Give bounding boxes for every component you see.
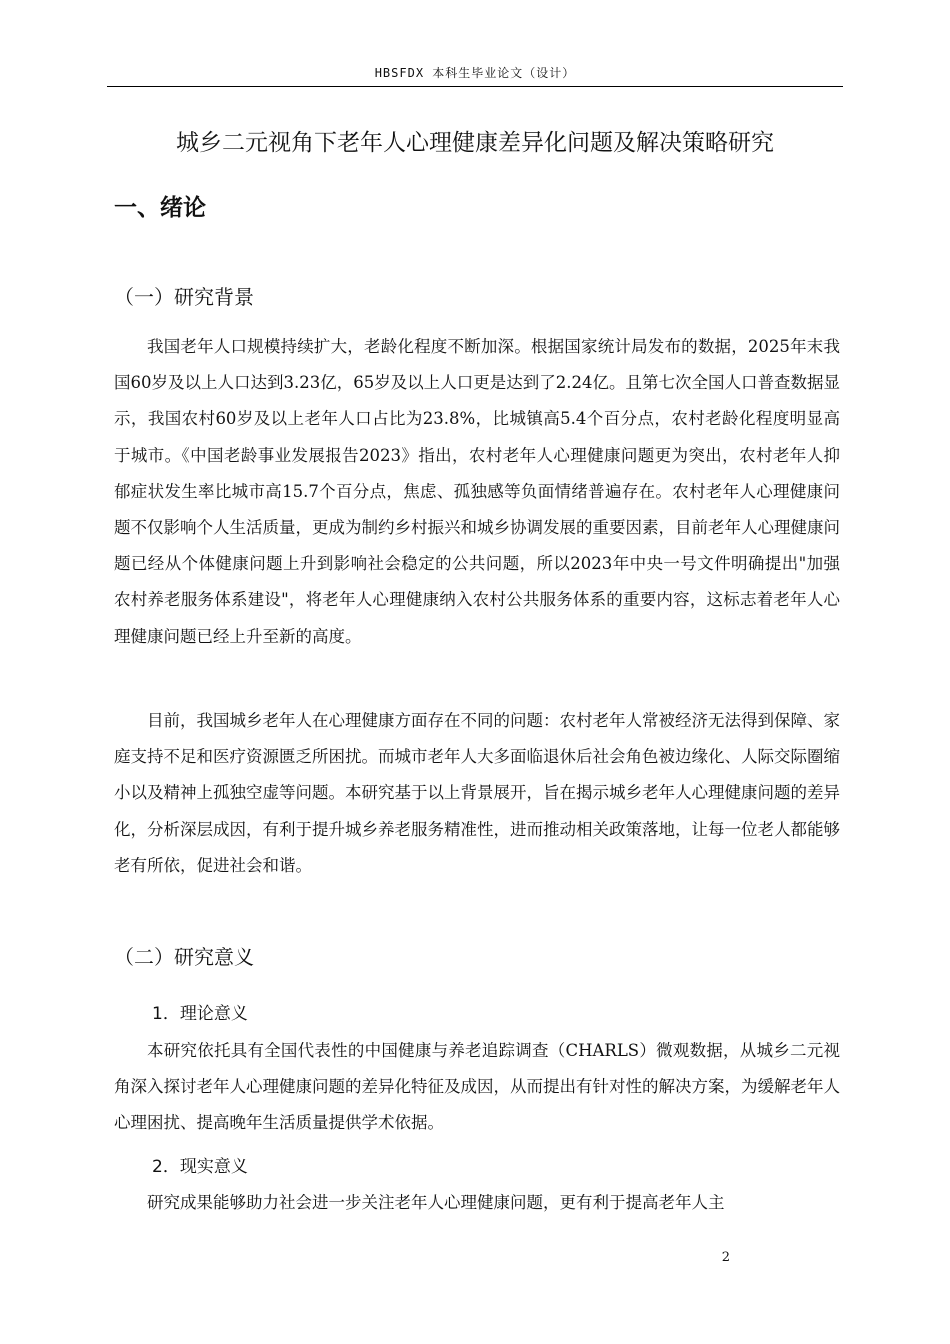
- header-divider: [107, 86, 843, 87]
- page-header: HBSFDX 本科生毕业论文（设计）: [374, 66, 576, 80]
- document-title: 城乡二元视角下老年人心理健康差异化问题及解决策略研究: [176, 130, 774, 156]
- paragraph-theory: 本研究依托具有全国代表性的中国健康与养老追踪调查（CHARLS）微观数据，从城乡二元视角深入探讨老年人心理健康问题的差异化特征及成因，从而提出有针对性的解决方案，为缓解老年人心理困扰、提高晚年生活质量提供学术依据。: [114, 1041, 840, 1133]
- page-number: 2: [721, 1250, 730, 1265]
- section-heading-background: （一）研究背景: [114, 285, 254, 309]
- paragraph-practice: 研究成果能够助力社会进一步关注老年人心理健康问题，更有利于提高老年人主: [147, 1193, 725, 1212]
- paragraph-background-1: 我国老年人口规模持续扩大，老龄化程度不断加深。根据国家统计局发布的数据，2025年末我国60岁及以上人口达到3.23亿，65岁及以上人口更是达到了2.24亿。且第七次全国人口普查数据显示，我国农村60岁及以上老年人口占比为23.8%，比城镇高5.4个百分点，农村老龄化程度明显高于城市。《中国老龄事业发展报告2023》指出，农村老年人心理健康问题更为突出，农村老年人抑郁症状发生率比城市高15.7个百分点，焦虑、孤独感等负面情绪普遍存在。农村老年人心理健康问题不仅影响个人生活质量，更成为制约乡村振兴和城乡协调发展的重要因素，目前老年人心理健康问题已经从个体健康问题上升到影响社会稳定的公共问题，所以2023年中央一号文件明确提出"加强农村养老服务体系建设"，将老年人心理健康纳入农村公共服务体系的重要内容，这标志着老年人心理健康问题已经上升至新的高度。: [114, 337, 840, 646]
- paragraph-background-2: 目前，我国城乡老年人在心理健康方面存在不同的问题：农村老年人常被经济无法得到保障、家庭支持不足和医疗资源匮乏所困扰。而城市老年人大多面临退休后社会角色被边缘化、人际交际圈缩小以及精神上孤独空虚等问题。本研究基于以上背景展开，旨在揭示城乡老年人心理健康问题的差异化，分析深层成因，有利于提升城乡养老服务精准性，进而推动相关政策落地，让每一位老人都能够老有所依，促进社会和谐。: [114, 711, 840, 875]
- subsection-heading-practice: 2．现实意义: [152, 1157, 248, 1177]
- section-heading-significance: （二）研究意义: [114, 945, 254, 969]
- chapter-heading: 一、绪论: [114, 195, 206, 221]
- subsection-heading-theory: 1．理论意义: [152, 1004, 248, 1024]
